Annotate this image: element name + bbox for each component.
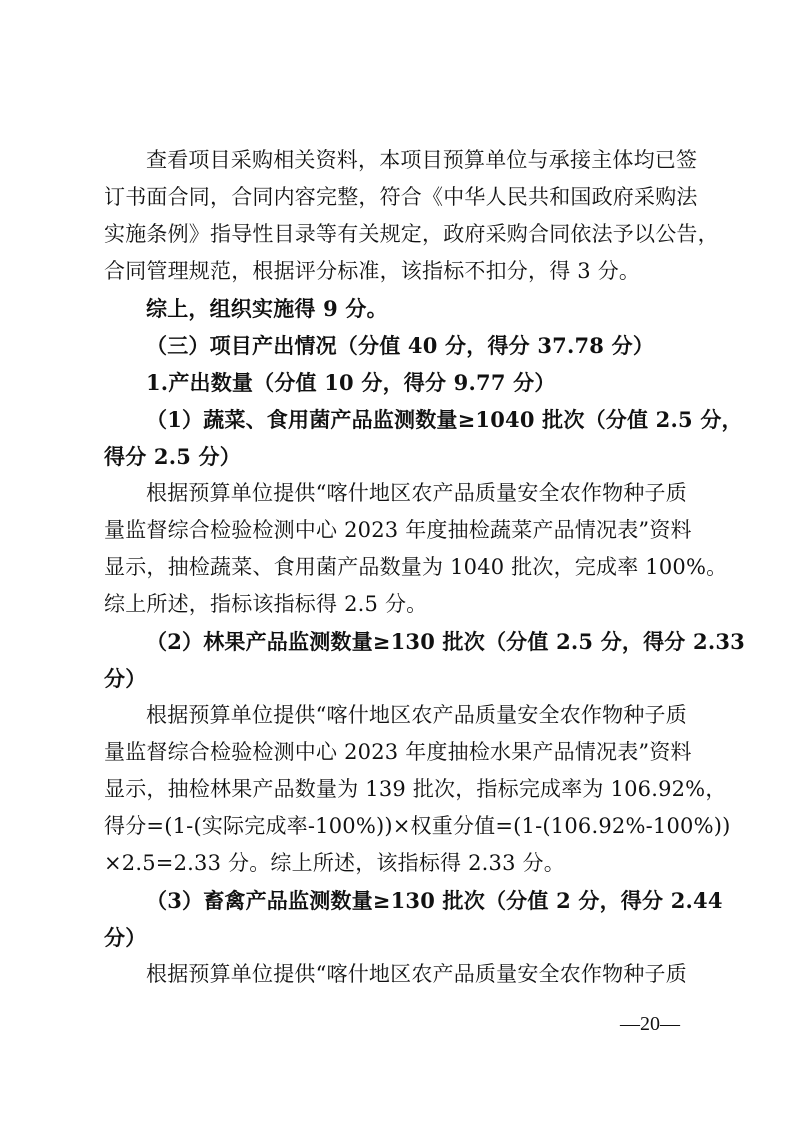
heading-line: （2）林果产品监测数量≥130 批次（分值 2.5 分，得分 2.33 [146,629,745,654]
text-line: ×2.5=2.33 分。综上所述，该指标得 2.33 分。 [104,851,565,875]
heading-line: 分） [104,666,147,691]
text-line: 显示，抽检林果产品数量为 139 批次，指标完成率为 106.92%， [104,777,727,801]
text-line: 合同管理规范，根据评分标准，该指标不扣分，得 3 分。 [104,259,641,283]
text-line: 量监督综合检验检测中心 2023 年度抽检蔬菜产品情况表”资料 [104,518,692,542]
text-line: 实施条例》指导性目录等有关规定，政府采购合同依法予以公告， [104,222,719,246]
page-number: —20— [620,1013,680,1035]
indicator-heading-livestock [104,882,723,956]
text-line: 量监督综合检验检测中心 2023 年度抽检水果产品情况表”资料 [104,740,692,764]
heading-line: 分） [104,925,147,950]
text-line: 查看项目采购相关资料，本项目预算单位与承接主体均已签 [146,148,698,172]
text-line: 得分=(1-(实际完成率-100%))×权重分值=(1-(106.92%-100%)) [104,814,731,838]
indicator-heading-fruit [104,623,745,697]
paragraph-contract-review [104,142,719,290]
section-heading-output: （三）项目产出情况（分值 40 分，得分 37.78 分） [146,333,655,358]
text-line: 根据预算单位提供“喀什地区农产品质量安全农作物种子质 [146,703,687,727]
paragraph-fruit [104,697,731,882]
paragraph-livestock [104,956,694,993]
summary-organization-score: 综上，组织实施得 9 分。 [146,296,388,321]
subsection-heading-output-quantity: 1.产出数量（分值 10 分，得分 9.77 分） [146,370,556,395]
heading-line: （1）蔬菜、食用菌产品监测数量≥1040 批次（分值 2.5 分， [146,407,743,432]
text-line: 显示，抽检蔬菜、食用菌产品数量为 1040 批次，完成率 100%。 [104,555,728,579]
indicator-heading-vegetables [104,401,743,475]
text-line: 订书面合同，合同内容完整，符合《中华人民共和国政府采购法 [104,185,698,209]
heading-line: （3）畜禽产品监测数量≥130 批次（分值 2 分，得分 2.44 [146,888,723,913]
text-line: 综上所述，指标该指标得 2.5 分。 [104,592,428,616]
page-body [104,142,745,993]
text-line: 根据预算单位提供“喀什地区农产品质量安全农作物种子质 [146,481,687,505]
heading-line: 得分 2.5 分） [104,444,241,469]
paragraph-vegetables [104,475,728,623]
text-line: 根据预算单位提供“喀什地区农产品质量安全农作物种子质 [146,962,687,986]
